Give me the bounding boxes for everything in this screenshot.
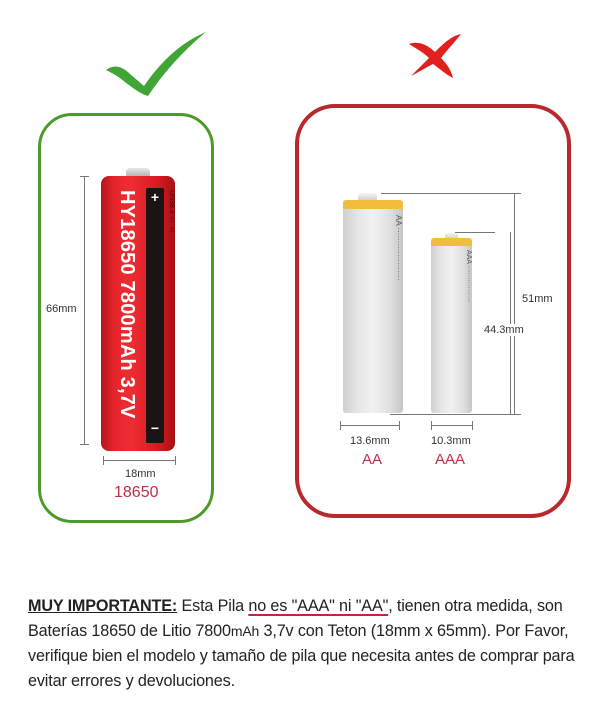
dimension-tick xyxy=(399,421,400,430)
dimension-tick xyxy=(340,421,341,430)
aaa-top-band xyxy=(431,238,472,246)
bottom-reference-line xyxy=(390,414,521,415)
battery-18650-small-print: UN38.3 ⚠ ⚠ xyxy=(168,190,175,234)
height-label-aa: 51mm xyxy=(522,293,553,305)
height-label-18650: 66mm xyxy=(46,303,77,315)
aa-height-dimension-line xyxy=(514,193,515,415)
model-label-aaa: AAA xyxy=(435,451,466,468)
battery-18650-stripe xyxy=(146,188,164,443)
dimension-tick xyxy=(80,176,89,177)
minus-symbol: − xyxy=(150,420,160,436)
height-label-aaa: 44.3mm xyxy=(484,324,524,336)
notice-text: , tienen otra medida, son Baterías 18650 de Litio 7800 xyxy=(28,597,563,640)
aaa-print: AAA ················ xyxy=(465,250,472,303)
plus-symbol: + xyxy=(150,189,160,205)
x-icon xyxy=(405,30,465,80)
model-label-aa: AA xyxy=(362,451,383,468)
battery-18650-label: HY18650 7800mAh 3,7V xyxy=(116,190,138,419)
height-dimension-line xyxy=(84,176,85,444)
aaa-width-dimension-line xyxy=(431,425,473,426)
width-dimension-line xyxy=(103,460,176,461)
aa-top-reference-line xyxy=(381,193,521,194)
check-icon xyxy=(100,28,210,98)
important-notice xyxy=(28,594,588,694)
dimension-tick xyxy=(80,444,89,445)
width-label-aaa: 10.3mm xyxy=(431,435,471,447)
notice-unit: mAh xyxy=(230,623,260,639)
model-label-18650: 18650 xyxy=(114,484,159,501)
notice-text: 3,7v con Teton (18mm x 65mm). Por Favor, verifique bien el modelo y tamaño de pila que necesita antes de comprar para evitar errores y devoluciones. xyxy=(28,622,575,690)
notice-heading: MUY IMPORTANTE: xyxy=(28,597,178,615)
dimension-tick xyxy=(431,421,432,430)
aa-width-dimension-line xyxy=(340,425,400,426)
width-label-18650: 18mm xyxy=(125,468,156,480)
width-label-aa: 13.6mm xyxy=(350,435,390,447)
aaa-top-reference-line xyxy=(455,232,495,233)
aa-top-band xyxy=(343,200,403,209)
aaa-height-dimension-line xyxy=(510,232,511,414)
dimension-tick xyxy=(175,456,176,465)
dimension-tick xyxy=(472,421,473,430)
aa-print: AA ···················· xyxy=(394,215,403,281)
notice-text: Esta Pila xyxy=(177,597,249,615)
notice-highlight: no es "AAA" ni "AA" xyxy=(248,597,389,615)
dimension-tick xyxy=(103,456,104,465)
